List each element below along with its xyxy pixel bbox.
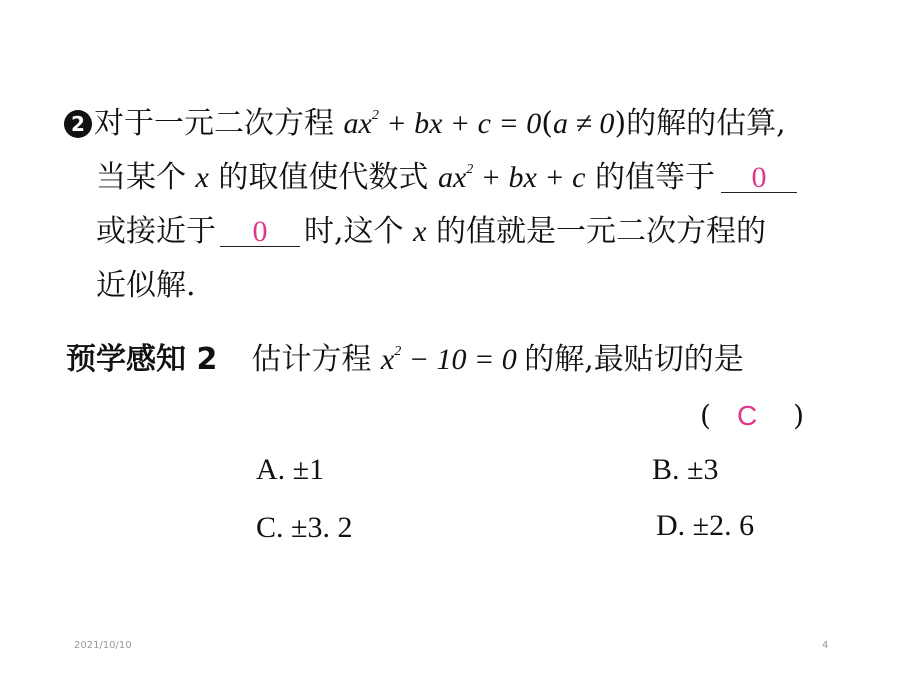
option-b: B. ±3 <box>652 453 719 486</box>
q2-line-2 <box>96 158 797 198</box>
variable-x: x <box>195 161 209 194</box>
q2-line-3 <box>96 212 766 252</box>
preview-text-a: 估计方程 <box>251 342 381 377</box>
q2-text-2c: 的值等于 <box>585 160 715 195</box>
q2-text-3a: 或接近于 <box>96 214 216 249</box>
condition-a-nonzero: a ≠ 0 <box>552 107 615 140</box>
q2-text-2b: 的取值使代数式 <box>208 160 438 195</box>
equation-general: $ax^2$ + bx + c = 0 <box>343 107 542 140</box>
q2-text-1a: 对于一元二次方程 <box>94 106 344 141</box>
bracket-close: ) <box>793 399 805 432</box>
preview-label: 预学感知 2 <box>66 342 218 377</box>
q2-line-1 <box>64 104 786 144</box>
variable-x-2: x <box>413 215 427 248</box>
q2-text-4: 近似解. <box>96 268 196 303</box>
blank-answer-2: 0 <box>220 214 300 247</box>
answer-choice: C <box>736 400 758 431</box>
footer-page-number: 4 <box>822 640 829 651</box>
q2-text-3c: 的值就是一元二次方程的 <box>426 214 766 249</box>
q2-text-3b: 时,这个 <box>304 214 414 249</box>
preview-question-line <box>66 340 744 380</box>
expression-general: $ax^2$ + bx + c <box>437 161 586 194</box>
blank-answer-1: 0 <box>721 160 797 193</box>
option-d: D. ±2. 6 <box>656 509 755 542</box>
q2-line-4 <box>96 266 196 306</box>
bracket-open: ( <box>700 399 711 432</box>
option-a: A. ±1 <box>256 453 325 486</box>
q2-text-2a: 当某个 <box>96 160 196 195</box>
q2-text-1b: ( <box>541 106 553 141</box>
option-c: C. ±3. 2 <box>256 511 353 544</box>
footer-date: 2021/10/10 <box>74 640 132 651</box>
equation-preview: $x^2 - 10 = 0$ <box>380 343 525 376</box>
q2-text-1c: )的解的估算, <box>614 106 786 141</box>
q2-number-badge: 2 <box>64 110 92 138</box>
answer-bracket <box>700 396 804 436</box>
preview-text-b: 的解,最贴切的是 <box>524 342 744 377</box>
